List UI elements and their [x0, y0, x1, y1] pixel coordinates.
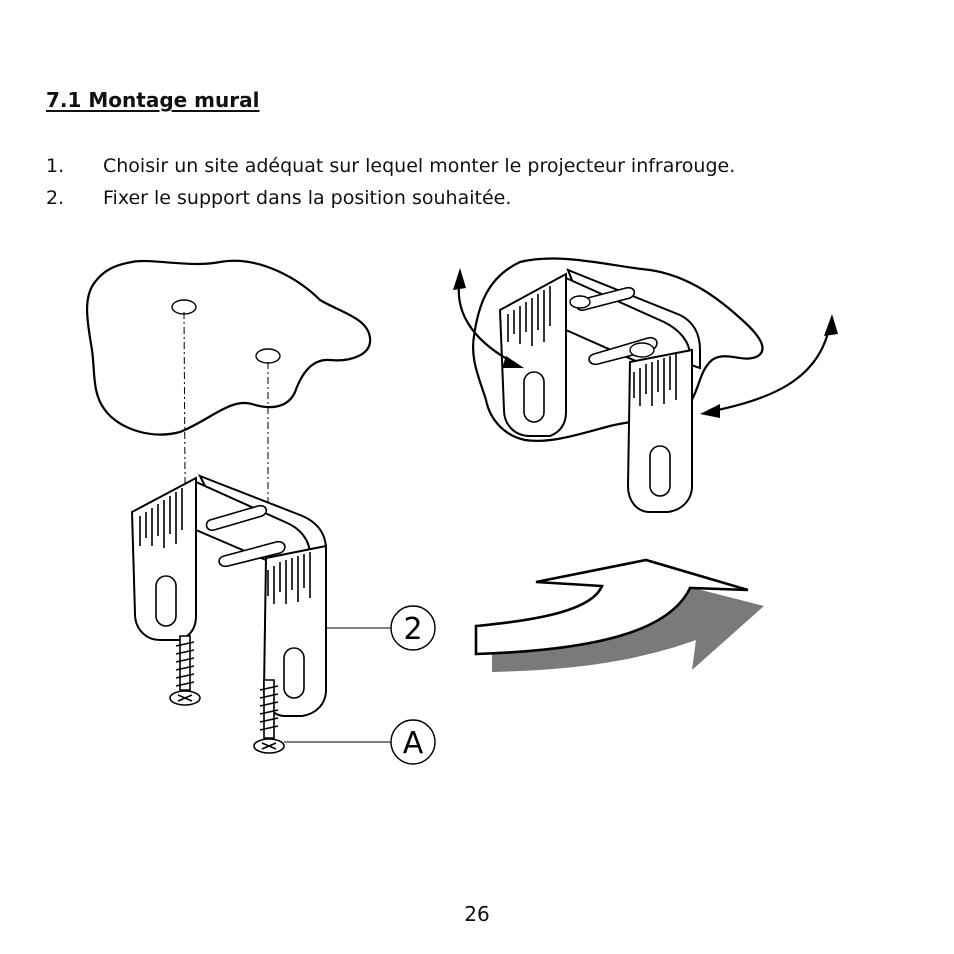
page-number: 26 [464, 902, 490, 926]
wood-screw-icon [170, 636, 200, 705]
curved-arrow-icon [476, 560, 764, 672]
step-number: 2. [46, 187, 65, 209]
instruction-step [46, 182, 735, 214]
callout-bubble [391, 720, 435, 764]
instruction-list [46, 150, 735, 214]
callout-bubble [391, 606, 435, 650]
step-number: 1. [46, 155, 65, 177]
callout-label: 2 [403, 612, 423, 647]
mounting-illustration [0, 240, 954, 780]
instruction-step [46, 150, 735, 182]
step-text: Choisir un site adéquat sur lequel monter le projecteur infrarouge. [103, 155, 736, 177]
callout-label: A [402, 726, 424, 761]
step-text: Fixer le support dans la position souhaitée. [103, 187, 512, 209]
section-heading: 7.1 Montage mural [46, 88, 260, 112]
wall-surface-icon [87, 261, 370, 435]
